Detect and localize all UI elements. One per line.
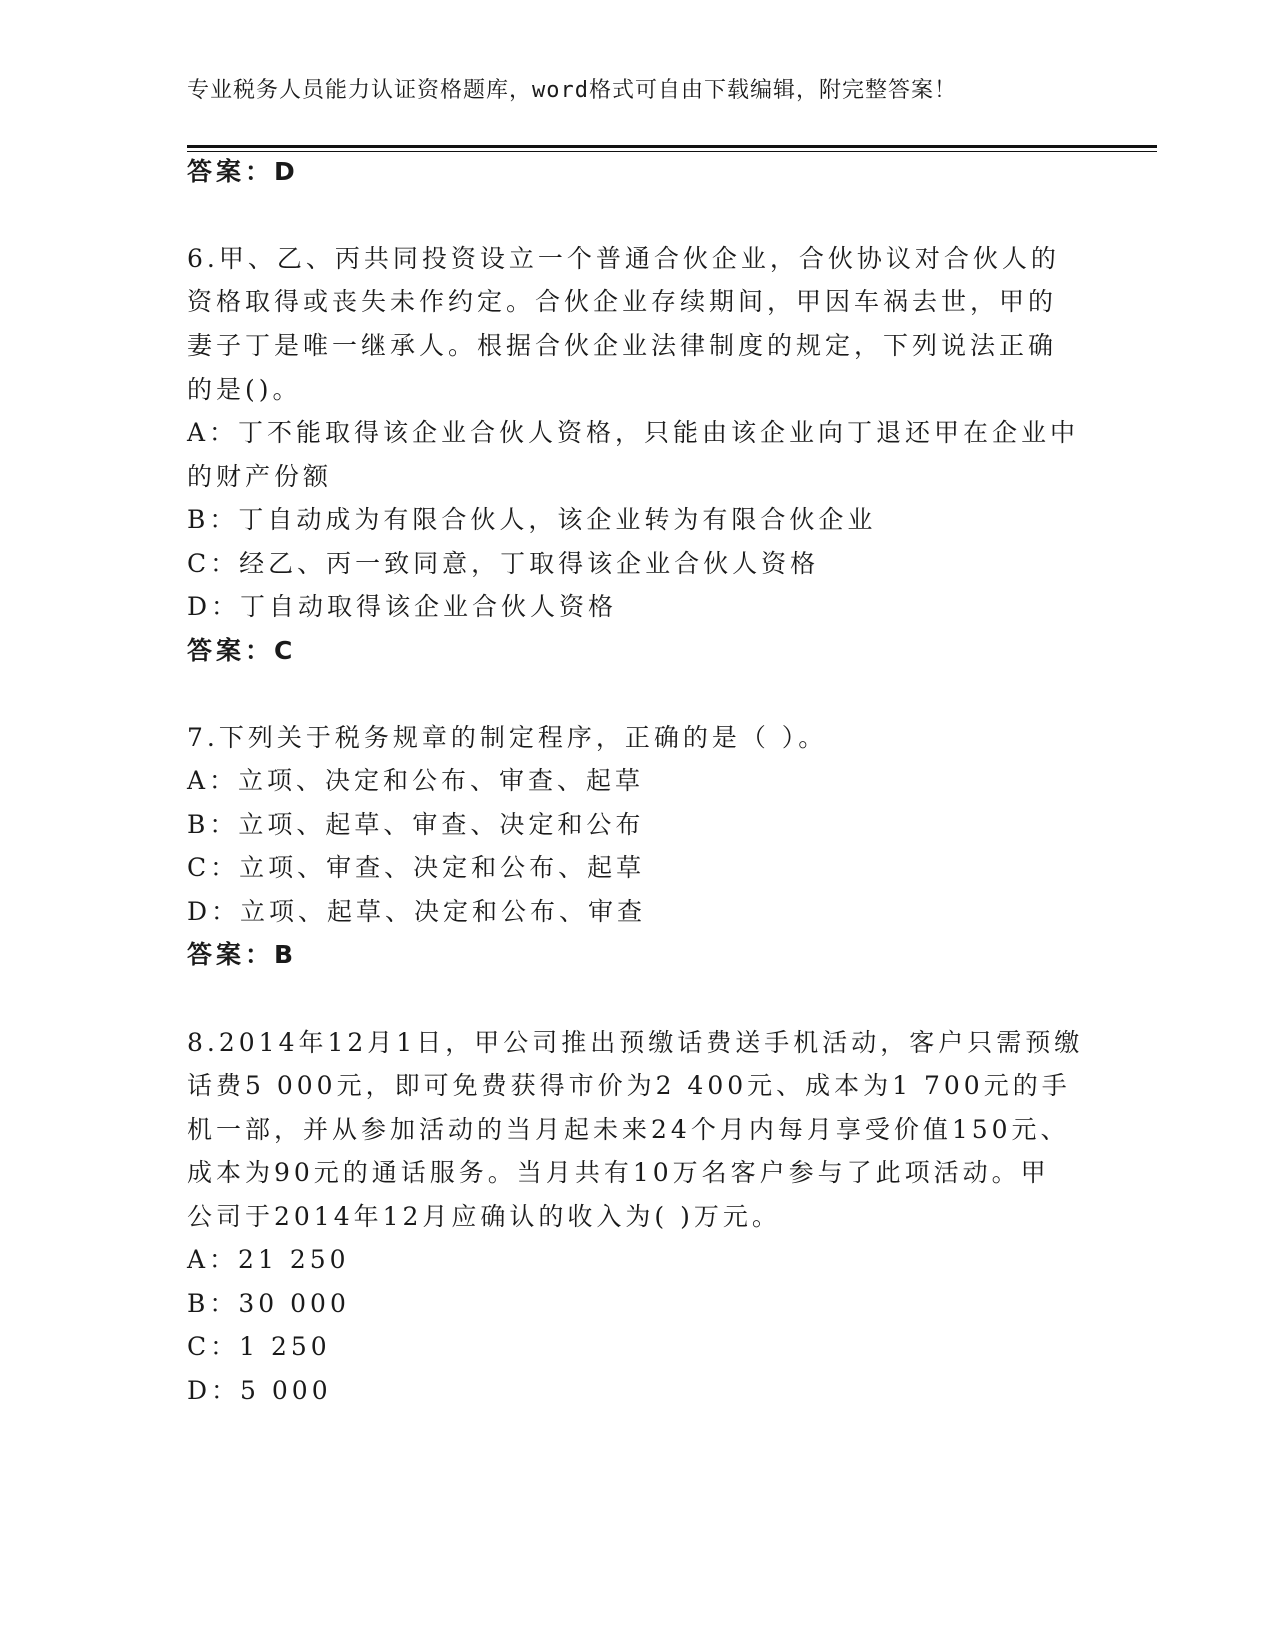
header-rule-thick — [187, 145, 1157, 148]
q8-stem-line-4: 成本为90元的通话服务。当月共有10万名客户参与了此项活动。甲 — [187, 1158, 1050, 1187]
page-header: 专业税务人员能力认证资格题库，word格式可自由下载编辑，附完整答案！ — [187, 78, 957, 103]
q8-stem-line-5: 公司于2014年12月应确认的收入为( )万元。 — [187, 1202, 781, 1231]
header-rule-thin — [187, 151, 1157, 152]
q8-option-a: A：21 250 — [187, 1245, 350, 1274]
q6-option-a-line-1: A：丁不能取得该企业合伙人资格，只能由该企业向丁退还甲在企业中 — [187, 418, 1080, 447]
q8-option-b: B：30 000 — [187, 1289, 350, 1318]
q8-stem-line-1: 8.2014年12月1日，甲公司推出预缴话费送手机活动，客户只需预缴 — [187, 1028, 1084, 1057]
q6-stem-line-3: 妻子丁是唯一继承人。根据合伙企业法律制度的规定，下列说法正确 — [187, 331, 1058, 360]
q6-answer: 答案：C — [187, 636, 297, 665]
q6-option-d: D：丁自动取得该企业合伙人资格 — [187, 592, 618, 621]
q6-option-c: C：经乙、丙一致同意，丁取得该企业合伙人资格 — [187, 549, 820, 578]
q7-answer: 答案：B — [187, 940, 298, 969]
q6-stem-line-1: 6.甲、乙、丙共同投资设立一个普通合伙企业，合伙协议对合伙人的 — [187, 244, 1060, 273]
q7-option-d: D：立项、起草、决定和公布、审查 — [187, 897, 647, 926]
q6-option-a-line-2: 的财产份额 — [187, 462, 333, 491]
q6-stem-line-2: 资格取得或丧失未作约定。合伙企业存续期间，甲因车祸去世，甲的 — [187, 287, 1058, 316]
q8-stem-line-2: 话费5 000元，即可免费获得市价为2 400元、成本为1 700元的手 — [187, 1071, 1071, 1100]
q7-option-b: B：立项、起草、审查、决定和公布 — [187, 810, 645, 839]
q6-option-b: B：丁自动成为有限合伙人，该企业转为有限合伙企业 — [187, 505, 877, 534]
q8-option-d: D：5 000 — [187, 1376, 332, 1405]
q7-option-a: A：立项、决定和公布、审查、起草 — [187, 766, 645, 795]
q5-answer: 答案：D — [187, 157, 299, 186]
q7-stem: 7.下列关于税务规章的制定程序，正确的是（ ）。 — [187, 723, 828, 752]
q8-stem-line-3: 机一部，并从参加活动的当月起未来24个月内每月享受价值150元、 — [187, 1115, 1070, 1144]
q7-option-c: C：立项、审查、决定和公布、起草 — [187, 853, 646, 882]
q8-option-c: C：1 250 — [187, 1332, 331, 1361]
q6-stem-line-4: 的是()。 — [187, 375, 302, 404]
